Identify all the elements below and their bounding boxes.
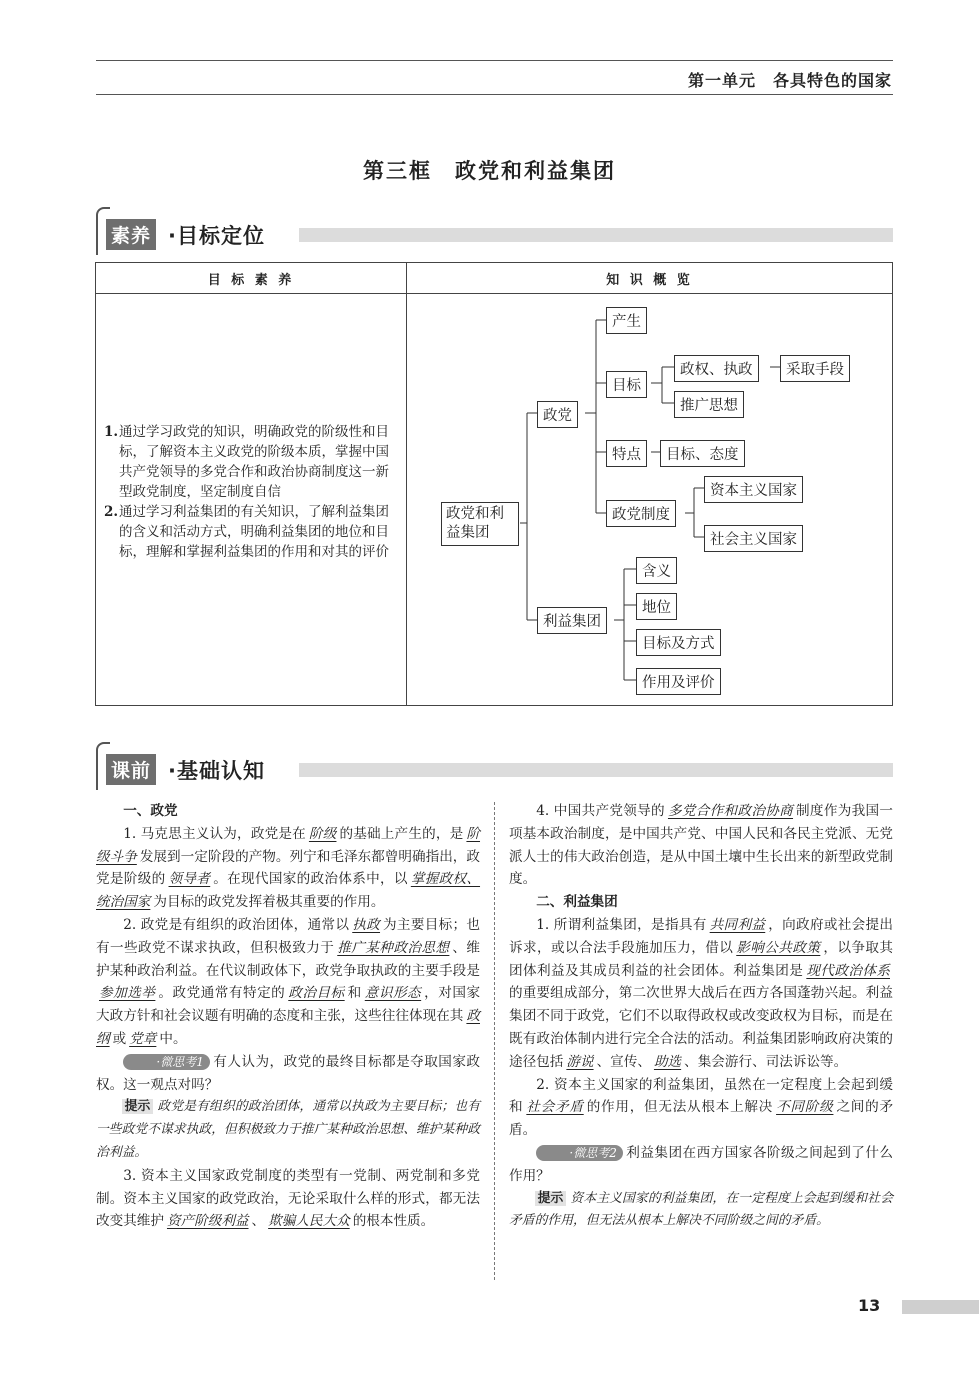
think-badge: ·微思考1 [123,1054,210,1070]
heading-interest-group: 二、利益集团 [536,894,618,911]
hint-label: 提示 [535,1191,567,1206]
right-column [509,800,893,1233]
think-question-1: ·微思考1 有人认为，政党的最终目标都是夺取国家政权。这一观点对吗？ [96,1053,480,1093]
mindmap-party: 政党 [537,401,578,428]
paragraph-1: 1. 马克思主义认为，政党是在 阶级 的基础上产生的，是 阶级斗争 发展到一定阶段的产物。列宁和毛泽东都曾明确指出，政党是阶级的 领导者 。在现代国家的政治体系中，以 掌握政权、统治国家 为目标的政党发挥着极其重要的作用。 [96,825,481,911]
mindmap-goal-power: 政权、执政 [674,355,759,382]
goal-item: 2. 通过学习利益集团的有关知识，了解利益集团的含义和活动方式，明确利益集团的地位和目标，理解和掌握利益集团的作用和对其的评价 [104,504,389,560]
section-title: ·目标定位 [168,224,265,248]
unit-title: 第一单元 各具特色的国家 [687,71,892,90]
paragraph-2: 2. 政党是有组织的政治团体，通常以 执政 为主要目标；也有一些政党不谋求执政，但积极致力于 推广某种政治思想 、维护某种政治利益。在代议制政体下，政党争取执政的主要手段是参加选举 。政党通常有特定的 政治目标 和 意识形态 ，对国家大政方针和社会议题有明确的态度和主张，这些往往体现在其 政纲 或 党章 中。 [96,916,481,1047]
section-bar [299,763,893,777]
column-divider [494,802,495,1280]
mindmap-goal: 目标 [606,371,647,398]
think-question-2: ·微思考2 利益集团在西方国家各阶级之间起到了什么作用？ [509,1144,893,1184]
goal-item: 1. 通过学习政党的知识，明确政党的阶级性和目标，了解资本主义政党的阶级本质，掌握中国共产党领导的多党合作和政治协商制度这一新型政党制度，坚定制度自信 [104,424,389,500]
mindmap-feature-goal: 目标、态度 [660,440,745,467]
mindmap-interest-group: 利益集团 [537,607,607,634]
mindmap-status: 地位 [636,593,677,620]
hint-1: 提示 政党是有组织的政治团体，通常以执政为主要目标；也有一些政党不谋求执政，但积极致力于推广某种政治思想、维护某种政治利益。 [96,1099,481,1160]
section-tag: 课前 [106,754,156,785]
mindmap-evaluation: 作用及评价 [636,668,721,695]
section-heading-basics [96,742,893,790]
mindmap-origin: 产生 [606,307,647,334]
paragraph-3: 3. 资本主义国家政党制度的类型有一党制、两党制和多党制。资本主义国家的政党政治，无论采取什么样的形式，都无法改变其维护 资产阶级利益 、 欺骗人民大众 的根本性质。 [96,1167,480,1230]
section-tag: 素养 [106,219,156,250]
mindmap-socialist: 社会主义国家 [704,525,803,552]
section-title: ·基础认知 [168,759,265,783]
page-number: 13 [858,1296,881,1315]
mindmap-party-system: 政党制度 [606,500,676,527]
hint-label: 提示 [122,1099,154,1114]
mindmap-methods: 目标及方式 [636,629,721,656]
left-column [96,800,480,1233]
hint-2: 提示 资本主义国家的利益集团，在一定程度上会起到缓和社会矛盾的作用，但无法从根本上解决不同阶级之间的矛盾。 [509,1190,894,1229]
heading-party: 一、政党 [123,803,178,819]
col-header-goals: 目 标 素 养 [96,263,407,294]
paragraph-6: 2. 资本主义国家的利益集团，虽然在一定程度上会起到缓和 社会矛盾 的作用，但无法从根本上解决 不同阶级 之间的矛盾。 [509,1076,894,1139]
page-number-bar [902,1300,979,1314]
col-header-overview: 知 识 概 览 [407,263,893,294]
mindmap-meaning: 含义 [636,557,677,584]
paragraph-5: 1. 所谓利益集团，是指具有 共同利益 ，向政府或社会提出诉求，或以合法手段施加压力，借以 影响公共政策 ，以争取其团体利益及其成员利益的社会团体。利益集团是 现代政治体系的重要组成部分，第二次世界大战后在西方各国蓬勃兴起。利益集团不同于政党，它们不以取得政权或改变政权为目标，而是在既有政治体制内进行完全合法的活动。利益集团影响政府决策的途径包括 游说 、宣传、 助选 、集会游行、司法诉讼等。 [509,916,894,1070]
mindmap-capitalist: 资本主义国家 [704,476,803,503]
lesson-title: 第三框 政党和利益集团 [363,159,616,183]
paragraph-4: 4. 中国共产党领导的 多党合作和政治协商 制度作为我国一项基本政治制度，是中国共产党、中国人民和各民主党派、无党派人士的伟大政治创造，是从中国土壤中生长出来的新型政党制度。 [509,803,894,888]
mindmap-root: 政党和利益集团 [441,502,519,546]
think-badge: ·微思考2 [536,1145,623,1161]
mindmap-goal-means: 采取手段 [780,355,850,382]
mindmap-feature: 特点 [606,440,647,467]
mindmap-goal-ideology: 推广思想 [674,391,744,418]
